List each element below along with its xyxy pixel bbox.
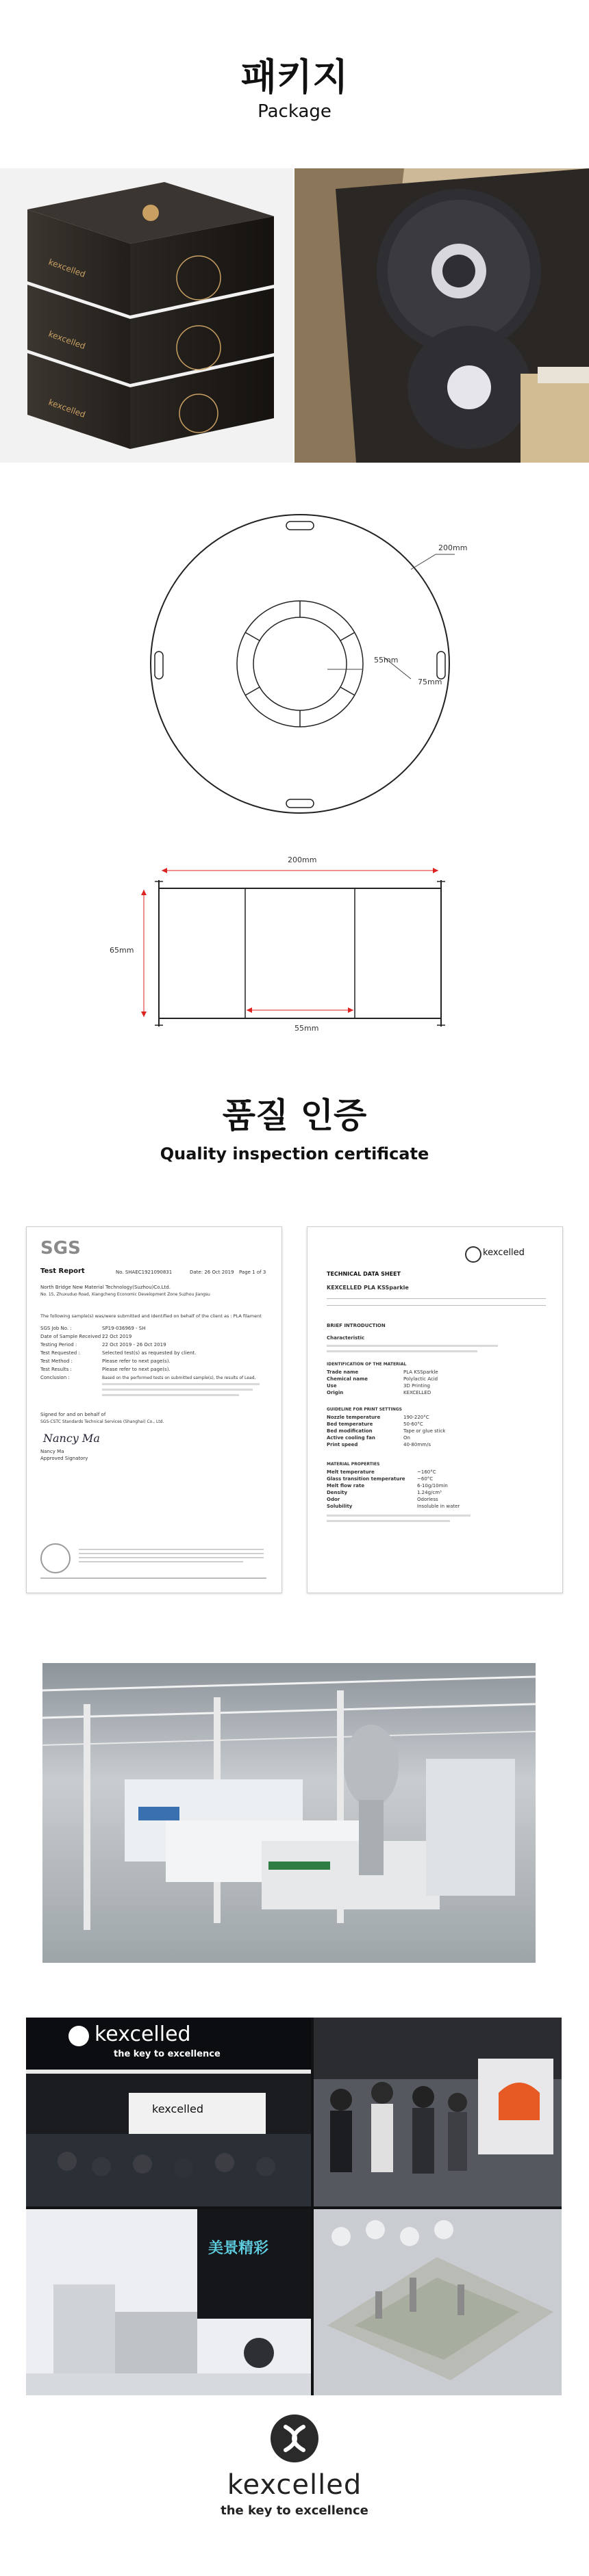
sgs-row-value: 22 Oct 2019 bbox=[102, 1334, 132, 1339]
tds-print-label: Bed temperature bbox=[327, 1421, 373, 1427]
factory-production-photo bbox=[42, 1663, 536, 1963]
expo-wall-text: 美景精彩 bbox=[208, 2240, 269, 2257]
tds-print-label: Active cooling fan bbox=[327, 1435, 375, 1441]
sgs-report-page: Page 1 of 3 bbox=[239, 1270, 266, 1275]
svg-text:kexcelled: kexcelled bbox=[47, 329, 87, 352]
tds-material-label: Solubility bbox=[327, 1504, 353, 1509]
tds-id-value: PLA KSSparkle bbox=[403, 1369, 438, 1375]
sgs-intro: The following sample(s) was/were submitted and identified on behalf of the client as : PLA filament bbox=[40, 1313, 262, 1319]
inner-diameter-label: 55mm bbox=[374, 656, 399, 665]
tds-id-label: Trade name bbox=[327, 1369, 359, 1375]
tds-id-value: Polylactic Acid bbox=[403, 1376, 438, 1382]
sgs-seal bbox=[40, 1543, 71, 1573]
spool-width-label: 200mm bbox=[288, 855, 317, 864]
sgs-signed-for: Signed for and on behalf of bbox=[40, 1412, 106, 1417]
footer-tagline: the key to excellence bbox=[221, 2503, 368, 2518]
sgs-row-value: Please refer to next page(s). bbox=[102, 1367, 171, 1372]
expo-banner-tagline: the key to excellence bbox=[114, 2049, 221, 2059]
sgs-signature: Nancy Ma bbox=[43, 1432, 100, 1445]
tds-material-heading: MATERIAL PROPERTIES bbox=[327, 1462, 380, 1467]
outer-diameter-label: 200mm bbox=[438, 543, 468, 552]
tds-print-label: Bed modification bbox=[327, 1428, 373, 1434]
tds-material-value: ~160°C bbox=[417, 1469, 436, 1475]
sgs-client-company: North Bridge New Material Technology(Suzhou)Co.Ltd. bbox=[40, 1285, 171, 1290]
tds-print-value: 190-220°C bbox=[403, 1415, 429, 1420]
kexcelled-logo-icon bbox=[465, 1246, 481, 1263]
sgs-row-value: SP19-036969 - SH bbox=[102, 1326, 146, 1331]
sgs-row-label: Testing Period : bbox=[40, 1342, 77, 1348]
tds-product: KEXCELLED PLA KSSparkle bbox=[327, 1285, 409, 1291]
sgs-row-label: Test Requested : bbox=[40, 1350, 80, 1356]
tds-print-value: 40-80mm/s bbox=[403, 1442, 431, 1447]
svg-text:kexcelled: kexcelled bbox=[47, 257, 87, 280]
tds-print-value: Tape or glue stick bbox=[403, 1428, 446, 1434]
tds-brand: kexcelled bbox=[483, 1248, 525, 1258]
tds-id-label: Use bbox=[327, 1383, 337, 1389]
quality-title-en: Quality inspection certificate bbox=[160, 1144, 429, 1163]
spool-dimension-diagram bbox=[0, 506, 589, 1074]
sgs-report-no: No. SHAEC1921090831 bbox=[116, 1270, 173, 1275]
svg-text:kexcelled: kexcelled bbox=[47, 397, 87, 420]
package-title-en: Package bbox=[258, 101, 331, 122]
tds-material-value: 1.24g/cm³ bbox=[417, 1490, 442, 1495]
package-title-ko: 패키지 bbox=[240, 55, 349, 99]
tds-intro-heading: BRIEF INTRODUCTION bbox=[327, 1323, 386, 1328]
tds-material-value: 6-10g/10min bbox=[417, 1483, 448, 1489]
expo-banner-brand: kexcelled bbox=[95, 2022, 191, 2046]
kexcelled-footer-logo-icon bbox=[271, 2414, 318, 2462]
expo-booth-brand: kexcelled bbox=[152, 2102, 203, 2115]
sgs-row-label: Test Method : bbox=[40, 1358, 73, 1364]
tds-print-label: Print speed bbox=[327, 1442, 358, 1447]
tds-title: TECHNICAL DATA SHEET bbox=[327, 1271, 401, 1277]
tds-print-value: 50-60°C bbox=[403, 1421, 423, 1427]
ring-width-label: 75mm bbox=[418, 678, 442, 686]
sgs-row-value: Please refer to next page(s). bbox=[102, 1358, 171, 1364]
tds-id-value: KEXCELLED bbox=[403, 1390, 431, 1395]
expo-booth-photo bbox=[26, 2018, 311, 2206]
expo-models-photo bbox=[314, 2209, 562, 2395]
spool-height-label: 65mm bbox=[110, 946, 134, 955]
tds-material-label: Density bbox=[327, 1490, 348, 1495]
sgs-test-report bbox=[26, 1226, 282, 1593]
expo-crowd-photo bbox=[314, 2018, 562, 2206]
tds-characteristic-heading: Characteristic bbox=[327, 1335, 365, 1341]
hub-width-label: 55mm bbox=[294, 1024, 319, 1033]
tds-identification-heading: IDENTIFICATION OF THE MATERIAL bbox=[327, 1362, 407, 1367]
tds-material-value: ~60°C bbox=[417, 1476, 434, 1482]
footer-brand: kexcelled bbox=[227, 2469, 362, 2501]
stacked-boxes-photo bbox=[0, 168, 293, 463]
tds-id-label: Chemical name bbox=[327, 1376, 368, 1382]
tds-material-value: Odorless bbox=[417, 1497, 438, 1502]
tds-id-label: Origin bbox=[327, 1390, 344, 1395]
kexcelled-banner-logo-icon bbox=[68, 2026, 89, 2046]
sgs-row-value: Based on the performed tests on submitted sample(s), the results of Lead, bbox=[102, 1376, 256, 1380]
technical-data-sheet bbox=[307, 1226, 563, 1593]
sgs-row-label: Date of Sample Received : bbox=[40, 1334, 104, 1339]
expo-collage bbox=[26, 2018, 562, 2395]
sgs-row-label: Conclusion : bbox=[40, 1375, 70, 1380]
sgs-row-label: SGS Job No. : bbox=[40, 1326, 72, 1331]
tds-print-heading: GUIDELINE FOR PRINT SETTINGS bbox=[327, 1407, 402, 1412]
sgs-client-address: No. 15, Zhuxuduo Road, Xiangcheng Economic Development Zone Suzhou Jiangsu bbox=[40, 1292, 210, 1297]
sgs-logo: SGS bbox=[40, 1238, 81, 1259]
tds-material-label: Melt flow rate bbox=[327, 1483, 365, 1489]
tds-id-value: 3D Printing bbox=[403, 1383, 430, 1389]
sgs-signatory-name: Nancy Ma bbox=[40, 1449, 64, 1454]
sgs-row-value: Selected test(s) as requested by client. bbox=[102, 1350, 197, 1356]
expo-display-photo bbox=[26, 2209, 311, 2395]
tds-material-value: Insoluble in water bbox=[417, 1504, 460, 1509]
tds-print-label: Nozzle temperature bbox=[327, 1415, 381, 1420]
tds-material-label: Glass transition temperature bbox=[327, 1476, 405, 1482]
tds-material-label: Odor bbox=[327, 1497, 340, 1502]
tds-print-value: On bbox=[403, 1435, 410, 1441]
open-box-spool-photo bbox=[294, 168, 589, 463]
sgs-row-value: 22 Oct 2019 - 26 Oct 2019 bbox=[102, 1342, 166, 1348]
sgs-signed-company: SGS-CSTC Standards Technical Services (Shanghai) Co., Ltd. bbox=[40, 1419, 164, 1424]
sgs-report-date: Date: 26 Oct 2019 bbox=[190, 1270, 234, 1275]
tds-material-label: Melt temperature bbox=[327, 1469, 375, 1475]
sgs-report-title: Test Report bbox=[40, 1267, 85, 1275]
sgs-row-label: Test Results : bbox=[40, 1367, 72, 1372]
sgs-signatory-title: Approved Signatory bbox=[40, 1456, 88, 1461]
quality-title-ko: 품질 인증 bbox=[222, 1096, 367, 1135]
